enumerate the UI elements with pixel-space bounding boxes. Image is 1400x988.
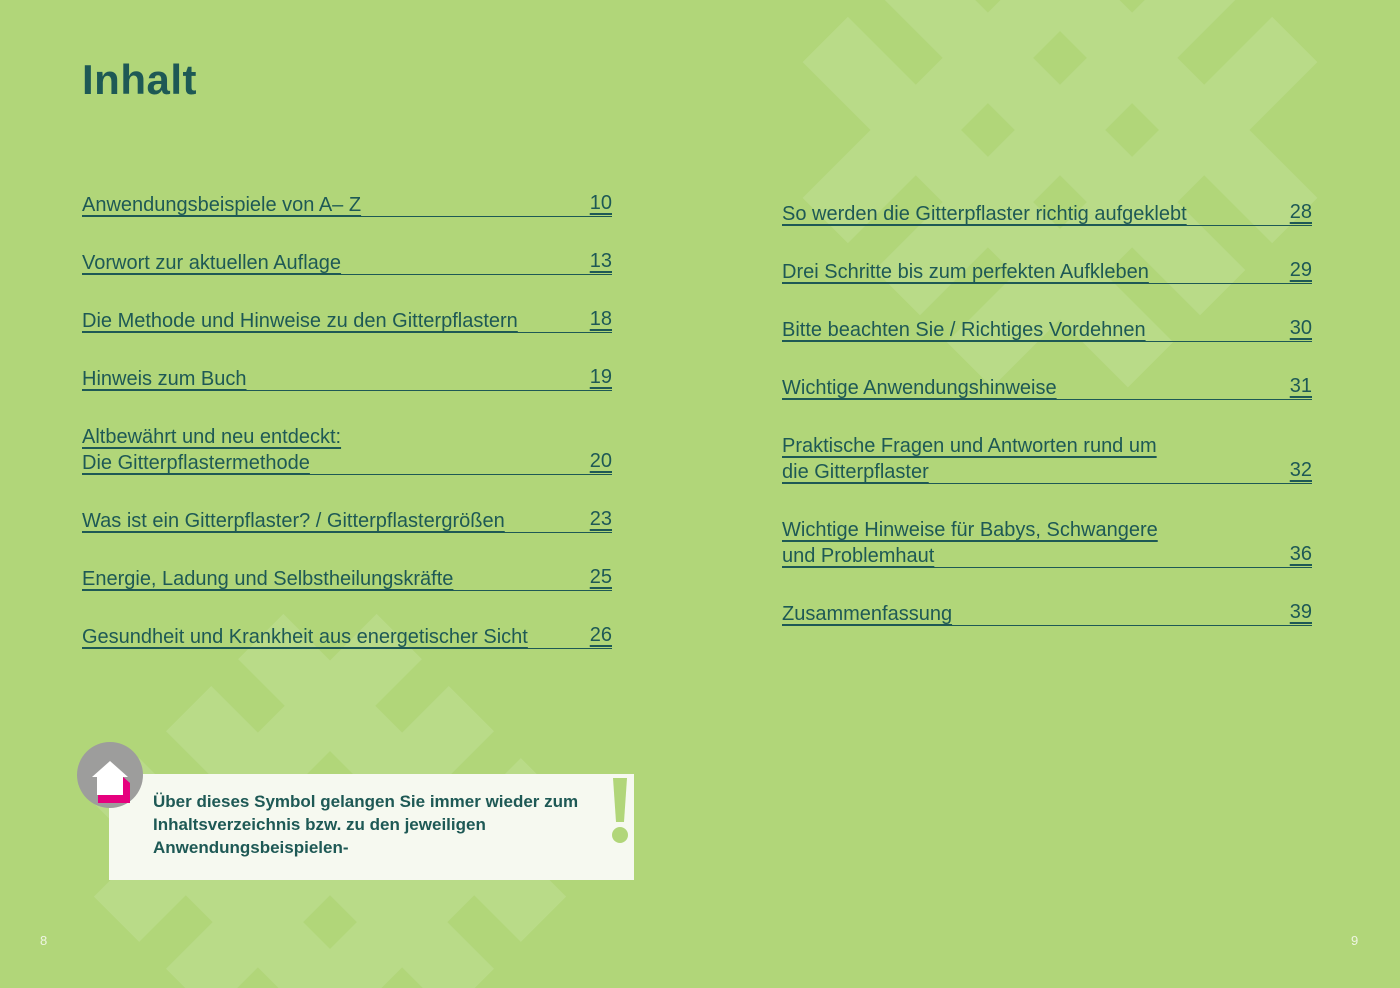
exclamation-icon	[610, 776, 630, 846]
toc-entry-title: Die Methode und Hinweise zu den Gitterpflastern	[82, 310, 518, 332]
toc-entry-title: Praktische Fragen und Antworten rund um	[782, 435, 1157, 457]
toc-entry-title: Wichtige Anwendungshinweise	[782, 377, 1057, 399]
toc-entry-page: 19	[589, 366, 612, 388]
toc-entry-title: Vorwort zur aktuellen Auflage	[82, 252, 342, 274]
toc-entry[interactable]	[782, 601, 1312, 626]
toc-entry[interactable]	[782, 375, 1312, 400]
toc-entry[interactable]	[782, 259, 1312, 284]
toc-entry-title: Die Gitterpflastermethode	[82, 452, 310, 474]
toc-entry-title: und Problemhaut	[782, 545, 935, 567]
toc-entry[interactable]	[82, 192, 612, 217]
toc-entry-page: 31	[1289, 375, 1312, 397]
toc-entry[interactable]	[782, 517, 1312, 568]
toc-entry-title: Energie, Ladung und Selbstheilungskräfte	[82, 568, 454, 590]
toc-entry-title: Gesundheit und Krankheit aus energetischer Sicht	[82, 626, 528, 648]
toc-entry-page: 28	[1289, 201, 1312, 223]
toc-entry-page: 39	[1289, 601, 1312, 623]
toc-entry-title: Was ist ein Gitterpflaster? / Gitterpflastergrößen	[82, 510, 505, 532]
toc-entry-title: Anwendungsbeispiele von A– Z	[82, 194, 362, 216]
toc-entry[interactable]	[82, 250, 612, 275]
toc-entry-title: Bitte beachten Sie / Richtiges Vordehnen	[782, 319, 1146, 341]
toc-entry-page: 10	[589, 192, 612, 214]
toc-entry-page: 36	[1289, 543, 1312, 565]
note-box	[109, 774, 634, 880]
toc-entry[interactable]	[82, 566, 612, 591]
page-number-left: 8	[40, 933, 48, 948]
note-text	[153, 790, 613, 859]
toc-entry-title: Hinweis zum Buch	[82, 368, 247, 390]
toc-entry-page: 32	[1289, 459, 1312, 481]
page-number-right: 9	[1351, 933, 1359, 948]
note-line: Anwendungsbeispielen-	[153, 838, 349, 857]
toc-entry-page: 30	[1289, 317, 1312, 339]
toc-entry-page: 23	[589, 508, 612, 530]
toc-entry[interactable]	[82, 308, 612, 333]
toc-left-column	[82, 192, 612, 682]
toc-entry-page: 25	[589, 566, 612, 588]
note-line: Über dieses Symbol gelangen Sie immer wieder zum	[153, 792, 579, 811]
toc-entry-title: Drei Schritte bis zum perfekten Aufkleben	[782, 261, 1149, 283]
toc-entry-page: 29	[1289, 259, 1312, 281]
toc-entry[interactable]	[82, 624, 612, 649]
toc-entry-title: Altbewährt und neu entdeckt:	[82, 426, 342, 448]
toc-entry-title: Wichtige Hinweise für Babys, Schwangere	[782, 519, 1158, 541]
toc-entry[interactable]	[782, 317, 1312, 342]
toc-entry[interactable]	[782, 433, 1312, 484]
note-line: Inhaltsverzeichnis bzw. zu den jeweiligen	[153, 815, 486, 834]
toc-entry-page: 26	[589, 624, 612, 646]
toc-entry-title: die Gitterpflaster	[782, 461, 929, 483]
page-title: Inhalt	[82, 56, 197, 103]
toc-entry-page: 20	[589, 450, 612, 472]
toc-entry-title: Zusammenfassung	[782, 603, 953, 625]
home-icon[interactable]	[76, 741, 144, 809]
toc-entry[interactable]	[82, 508, 612, 533]
toc-entry[interactable]	[782, 201, 1312, 226]
toc-entry-page: 18	[589, 308, 612, 330]
toc-right-column	[782, 201, 1312, 659]
toc-entry[interactable]	[82, 366, 612, 391]
toc-entry[interactable]	[82, 424, 612, 475]
toc-entry-page: 13	[589, 250, 612, 272]
toc-entry-title: So werden die Gitterpflaster richtig aufgeklebt	[782, 203, 1187, 225]
